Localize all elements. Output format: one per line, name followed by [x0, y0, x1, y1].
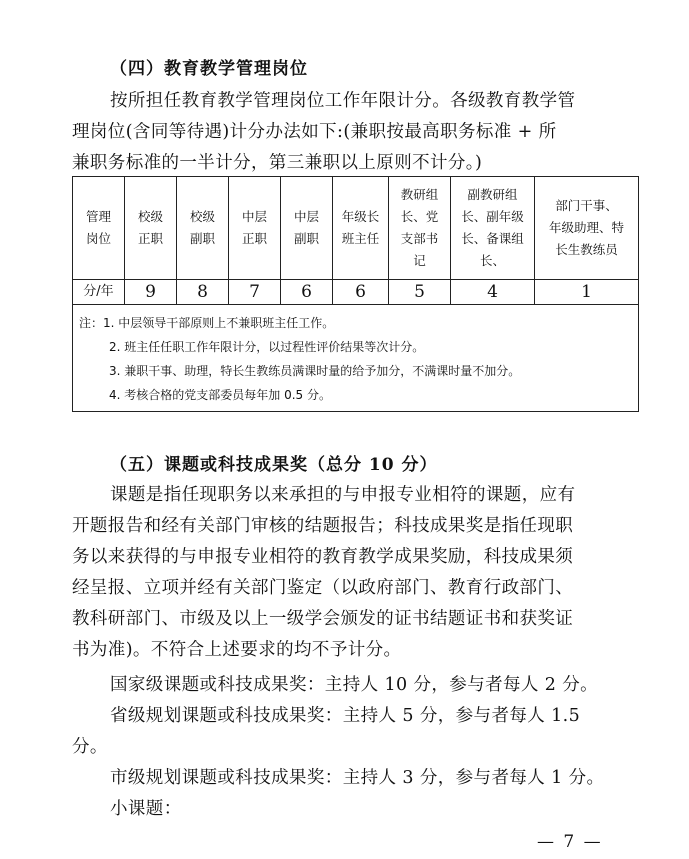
note-3: 3. 兼职干事、助理，特长生教练员满课时量的给予加分，不满课时量不加分。: [109, 364, 521, 378]
header-cell: 校级 正职: [125, 177, 177, 280]
city-award-rule: 市级规划课题或科技成果奖：主持人 3 分，参与者每人 1 分。: [110, 768, 605, 788]
provincial-award-rule-cont: 分。: [72, 737, 108, 757]
table-values-row: [73, 280, 639, 305]
section4-para-line-2: 理岗位(含同等待遇)计分办法如下:(兼职按最高职务标准 + 所: [72, 122, 557, 142]
section4-title: （四）教育教学管理岗位: [110, 59, 308, 79]
value-cell: 4: [451, 280, 535, 305]
scoring-table: [72, 176, 639, 412]
value-cell: 9: [125, 280, 177, 305]
header-cell: 管理 岗位: [73, 177, 125, 280]
table-notes-row: [73, 305, 639, 412]
section5-para-line-2: 开题报告和经有关部门审核的结题报告；科技成果奖是指任现职: [72, 516, 574, 536]
section4-para-line-3: 兼职务标准的一半计分，第三兼职以上原则不计分。): [72, 153, 483, 173]
section5-para-line-3: 务以来获得的与申报专业相符的教育教学成果奖励，科技成果须: [72, 547, 574, 567]
section5-para-line-5: 教科研部门、市级及以上一级学会颁发的证书结题证书和获奖证: [72, 609, 574, 629]
value-cell: 6: [333, 280, 389, 305]
header-cell: 教研组 长、党 支部书 记: [389, 177, 451, 280]
value-cell: 5: [389, 280, 451, 305]
small-project-label: 小课题：: [110, 799, 182, 819]
section5-title: （五）课题或科技成果奖（总分 10 分）: [110, 455, 438, 475]
note-4: 4. 考核合格的党支部委员每年加 0.5 分。: [109, 388, 331, 402]
note-2: 2. 班主任任职工作年限计分，以过程性评价结果等次计分。: [109, 340, 425, 354]
header-cell: 年级长 班主任: [333, 177, 389, 280]
value-cell: 8: [177, 280, 229, 305]
section5-para-line-4: 经呈报、立项并经有关部门鉴定（以政府部门、教育行政部门、: [72, 578, 574, 598]
table-header-row: [73, 177, 639, 280]
provincial-award-rule: 省级规划课题或科技成果奖：主持人 5 分，参与者每人 1.5: [110, 706, 581, 726]
value-cell: 1: [535, 280, 639, 305]
header-cell: 部门干事、 年级助理、特 长生教练员: [535, 177, 639, 280]
national-award-rule: 国家级课题或科技成果奖：主持人 10 分，参与者每人 2 分。: [110, 675, 599, 695]
value-cell: 7: [229, 280, 281, 305]
section5-para-line-6: 书为准)。不符合上述要求的均不予计分。: [72, 640, 402, 660]
note-1: 注：1. 中层领导干部原则上不兼职班主任工作。: [79, 316, 335, 330]
value-cell: 6: [281, 280, 333, 305]
page-number: — 7 —: [537, 832, 603, 852]
header-cell: 中层 正职: [229, 177, 281, 280]
section5-para-line-1: 课题是指任现职务以来承担的与申报专业相符的课题，应有: [110, 485, 576, 505]
notes-cell: [73, 305, 639, 412]
header-cell: 副教研组 长、副年级 长、备课组 长、: [451, 177, 535, 280]
header-cell: 中层 副职: [281, 177, 333, 280]
row-label: 分/年: [73, 280, 125, 305]
section4-para-line-1: 按所担任教育教学管理岗位工作年限计分。各级教育教学管: [110, 91, 576, 111]
header-cell: 校级 副职: [177, 177, 229, 280]
